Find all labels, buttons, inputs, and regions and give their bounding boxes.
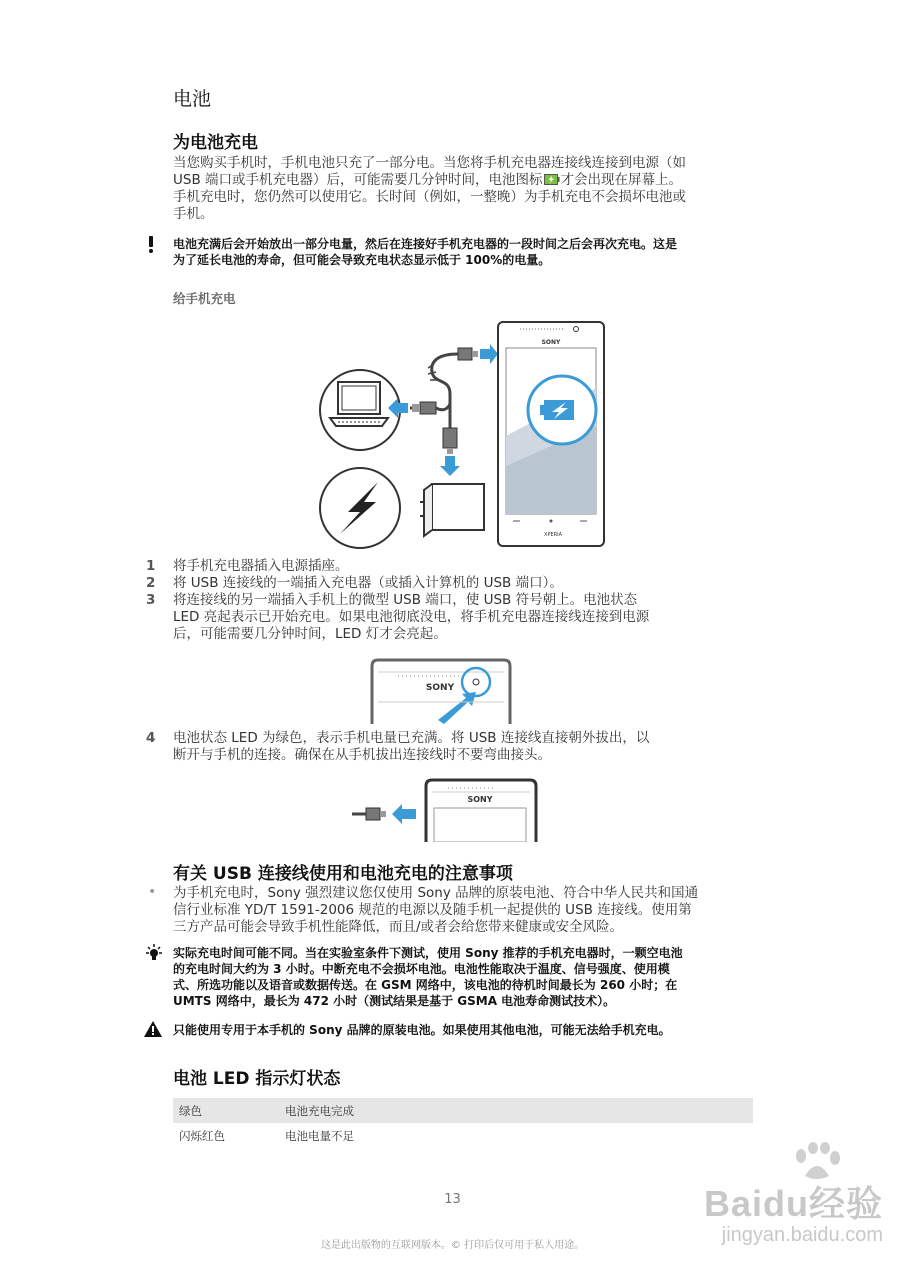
footer-note: 这是此出版物的互联网版本。© 打印后仅可用于私人用途。 <box>320 1240 585 1251</box>
bullet-icon: • <box>148 884 157 900</box>
warning-note: 电池充满后会开始放出一部分电量，然后在连接好手机充电器的一段时间之后会再次充电。这是 为了延长电池的寿命，但可能会导致充电状态显示低于 100%的电量。 <box>173 237 678 267</box>
wall-charger-icon <box>420 484 484 536</box>
caution-triangle-icon <box>144 1021 162 1041</box>
usb-heading: 有关 USB 连接线使用和电池充电的注意事项 <box>173 864 513 884</box>
table-row: 绿色 电池充电完成 <box>173 1098 753 1123</box>
exclamation-icon <box>146 236 156 258</box>
step-text: 将 USB 连接线的一端插入充电器（或插入计算机的 USB 端口）。 <box>173 575 563 591</box>
section-title: 电池 <box>173 88 212 110</box>
table-row: 闪烁红色 电池电量不足 <box>179 1128 354 1143</box>
led-phone-brand: SONY <box>425 683 455 693</box>
charging-paragraph: 当您购买手机时，手机电池只充了一部分电。当您将手机充电器连接线连接到电源（如 USB 端口或手机充电器）后，可能需要几分钟时间，电池图标 才会出现在屏幕上。 手机充电时，您仍然可以使用它。长时间（例如，一整晚）为手机充电不会损坏电池或 手机。 <box>173 155 686 222</box>
charge-subheading: 给手机充电 <box>173 291 236 306</box>
step-number: 2 <box>146 575 156 591</box>
page-number: 13 <box>444 1192 461 1207</box>
charging-illustration <box>300 316 620 554</box>
step-number: 4 <box>146 730 156 746</box>
step-number: 1 <box>146 558 156 574</box>
phone-brand-label: SONY <box>541 339 561 346</box>
usb-cable-icon <box>410 348 478 454</box>
step-text: 将连接线的另一端插入手机上的微型 USB 端口，使 USB 符号朝上。电池状态 LED 亮起表示已开始充电。如果电池彻底没电，将手机充电器连接线连接到电源 后，可能需要几分钟时间，LED 灯才会亮起。 <box>173 592 650 642</box>
watermark-url: jingyan.baidu.com <box>721 1224 883 1246</box>
led-status-table <box>173 1098 753 1148</box>
usb-bullet-paragraph: 为手机充电时，Sony 强烈建议您仅使用 Sony 品牌的原装电池、符合中华人民共和国通 信行业标准 YD/T 1591-2006 规范的电源以及随手机一起提供的 USB 连接线。使用第 三方产品可能会导致手机性能降低，而且/或者会给您带来健康或安全风险。 <box>173 885 699 935</box>
led-illustration <box>368 658 514 728</box>
tip-note: 实际充电时间可能不同。当在实验室条件下测试，使用 Sony 推荐的手机充电器时，一颗空电池 的充电时间大约为 3 小时。中断充电不会损坏电池。电池性能取决于温度、信号强度、使用模 式、所选功能以及语音或数据传送。在 GSM 网络中，该电池的待机时间最长为 260 小时；在 UMTS 网络中，最长为 472 小时（测试结果是基于 GSMA 电池寿命测试技术）。 <box>173 946 683 1008</box>
led-heading: 电池 LED 指示灯状态 <box>173 1069 341 1089</box>
phone-icon <box>498 322 604 546</box>
phone-model-label: XPERIA <box>544 532 562 538</box>
charging-heading: 为电池充电 <box>173 133 258 153</box>
step-text: 电池状态 LED 为绿色，表示手机电量已充满。将 USB 连接线直接朝外拔出，以 断开与手机的连接。确保在从手机拔出连接线时不要弯曲接头。 <box>173 730 650 763</box>
lightbulb-icon <box>144 944 164 968</box>
power-bolt-icon <box>320 468 400 548</box>
watermark-logo-text: Baidu经验 <box>703 1183 883 1224</box>
step-number: 3 <box>146 592 156 608</box>
laptop-icon <box>320 370 400 450</box>
step-text: 将手机充电器插入电源插座。 <box>173 558 349 574</box>
battery-icon <box>544 173 560 184</box>
unplug-phone-brand: SONY <box>467 795 493 804</box>
unplug-illustration <box>350 778 540 846</box>
caution-note: 只能使用专用于本手机的 Sony 品牌的原装电池。如果使用其他电池，可能无法给手机充电。 <box>173 1023 671 1037</box>
